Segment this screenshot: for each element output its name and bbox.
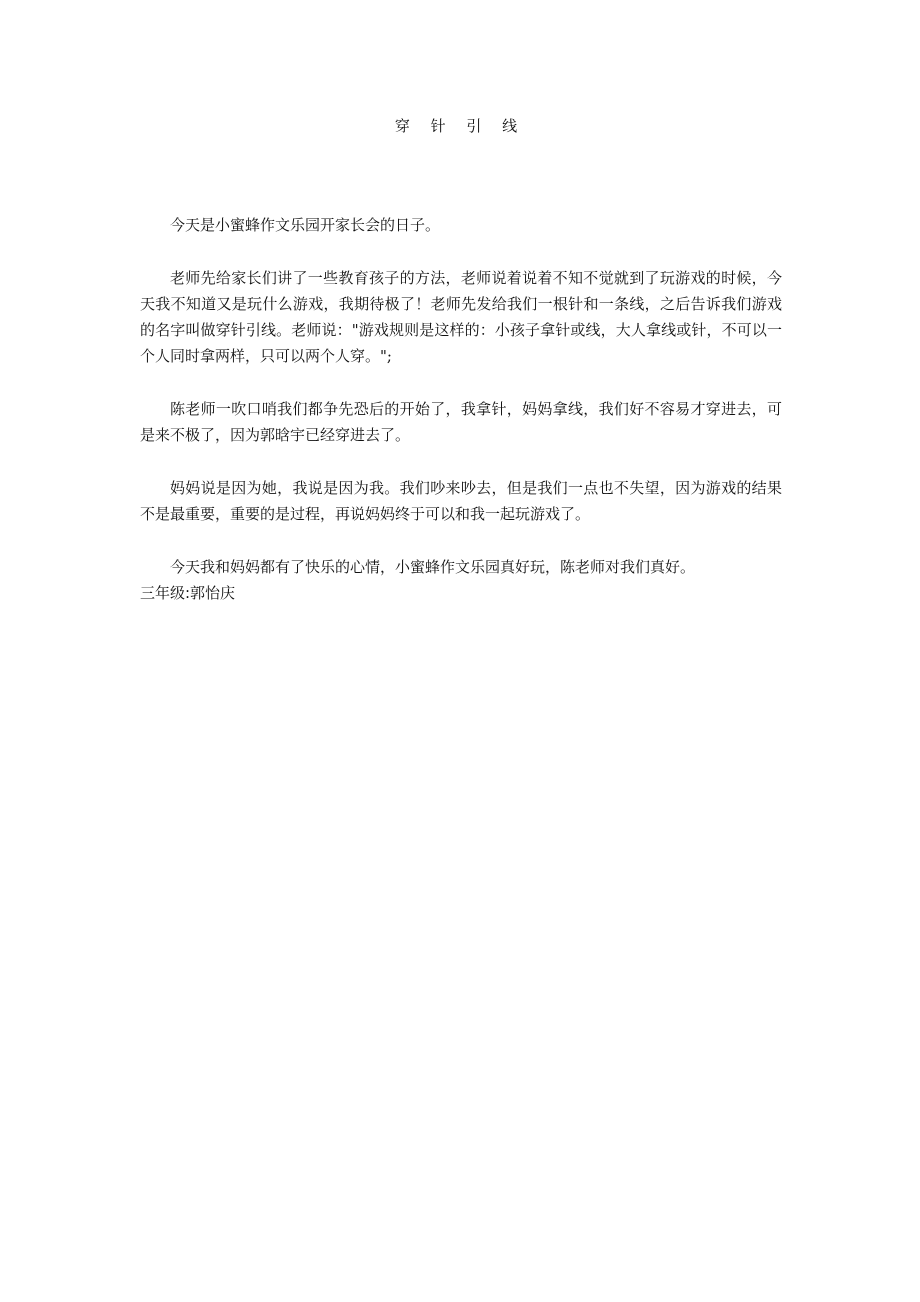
document-body (140, 212, 782, 606)
document-title: 穿 针 引 线 (394, 117, 526, 135)
paragraph: 陈老师一吹口哨我们都争先恐后的开始了，我拿针，妈妈拿线，我们好不容易才穿进去，可是来不极了，因为郭晗宇已经穿进去了。 (140, 400, 782, 444)
paragraph: 老师先给家长们讲了一些教育孩子的方法，老师说着说着不知不觉就到了玩游戏的时候，今天我不知道又是玩什么游戏，我期待极了！老师先发给我们一根针和一条线，之后告诉我们游戏的名字叫做穿针引线。老师说："游戏规则是这样的：小孩子拿针或线，大人拿线或针，不可以一个人同时拿两样，只可以两个人穿。"; (140, 269, 782, 365)
paragraph: 妈妈说是因为她，我说是因为我。我们吵来吵去，但是我们一点也不失望，因为游戏的结果不是最重要，重要的是过程，再说妈妈终于可以和我一起玩游戏了。 (140, 479, 782, 523)
paragraph: 今天我和妈妈都有了快乐的心情，小蜜蜂作文乐园真好玩，陈老师对我们真好。 (170, 558, 696, 576)
paragraph: 今天是小蜜蜂作文乐园开家长会的日子。 (170, 216, 441, 234)
author-signature: 三年级:郭怡庆 (140, 584, 236, 602)
